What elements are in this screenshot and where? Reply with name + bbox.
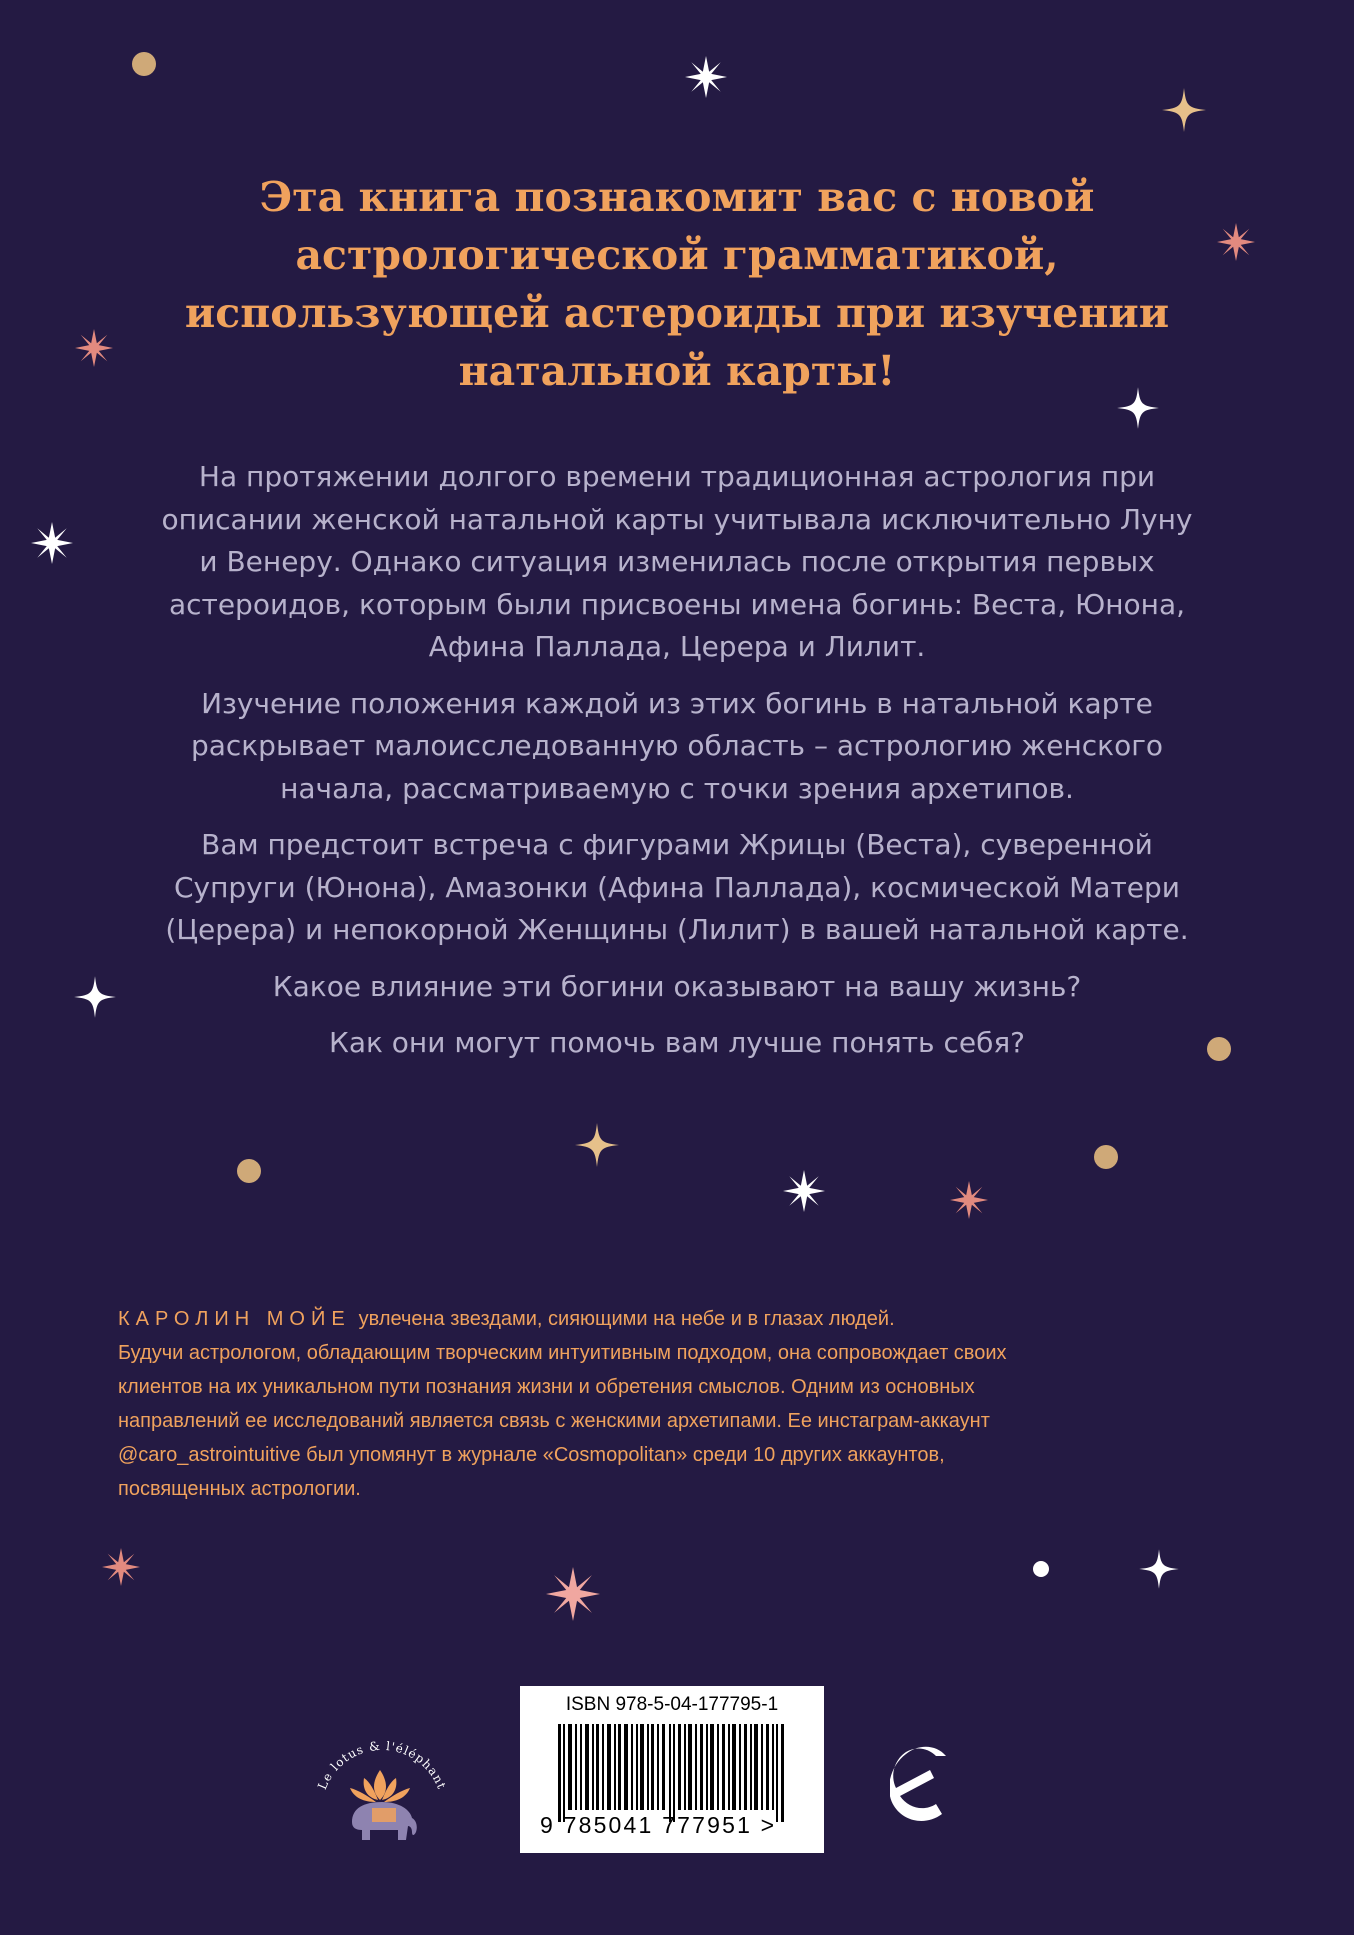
lotus-elephant-icon	[350, 1770, 417, 1840]
text-line: (Церера) и непокорной Женщины (Лилит) в вашей натальной карте.	[165, 913, 1189, 946]
text-line: раскрывает малоисследованную область – астрологию женского	[190, 729, 1164, 762]
description	[120, 456, 1234, 1079]
author-bio	[118, 1302, 1248, 1506]
isbn-label: ISBN 978-5-04-177795-1	[565, 1694, 779, 1715]
sparkle-star	[950, 1181, 988, 1219]
text-line: описании женской натальной карты учитывала исключительно Луну	[161, 502, 1193, 536]
sparkle-star	[575, 1123, 619, 1167]
text-line: астероидов, которым были присвоены имена богинь: Веста, Юнона,	[168, 587, 1186, 621]
text-line: клиентов на их уникальном пути познания жизни и обретения смыслов. Одним из основных	[118, 1376, 975, 1398]
star-dot	[1033, 1561, 1049, 1577]
headline	[100, 168, 1254, 400]
sparkle-star	[685, 56, 727, 98]
author-first-line	[118, 1302, 1248, 1336]
barcode-block	[520, 1686, 824, 1853]
text-line: Афина Паллада, Церера и Лилит.	[428, 630, 926, 663]
star-dot	[132, 52, 156, 76]
text-line: @caro_astrointuitive был упомянут в журнале «Cosmopolitan» среди 10 других аккаунтов,	[118, 1444, 945, 1466]
sparkle-star	[1139, 1549, 1179, 1589]
description-paragraph	[120, 456, 1234, 669]
sparkle-star	[783, 1170, 825, 1212]
sparkle-star	[31, 522, 73, 564]
eksmo-e-icon	[890, 1742, 954, 1824]
text-line: Какое влияние эти богини оказывают на вашу жизнь?	[272, 969, 1082, 1003]
description-paragraph	[120, 824, 1234, 952]
headline-line: использующей астероиды при изучении	[184, 289, 1170, 337]
sparkle-star	[1162, 88, 1206, 132]
publisher-arc-text: Le lotus & l'éléphant	[315, 1738, 450, 1792]
sparkle-star	[74, 976, 116, 1018]
text-line: посвященных астрологии.	[118, 1478, 361, 1500]
barcode-digits: 9 785041 777951 >	[540, 1812, 777, 1838]
text-line: Как они могут помочь вам лучше понять себя?	[328, 1026, 1026, 1059]
headline-line: натальной карты!	[458, 347, 896, 395]
text-line: Изучение положения каждой из этих богинь в натальной карте	[201, 686, 1153, 720]
text-line: На протяжении долгого времени традиционная астрология при	[198, 460, 1156, 493]
text-line: и Венеру. Однако ситуация изменилась после открытия первых	[199, 545, 1155, 578]
text-line: направлений ее исследований является связь с женскими архетипами. Ее инстаграм-аккаунт	[118, 1410, 990, 1432]
text-line: Будучи астрологом, обладающим творческим интуитивным подходом, она сопровождает своих	[118, 1342, 1007, 1364]
description-paragraph	[120, 966, 1234, 1009]
sparkle-star	[546, 1567, 600, 1621]
text-line: начала, рассматриваемую с точки зрения архетипов.	[280, 771, 1074, 805]
star-dot	[1094, 1145, 1118, 1169]
description-paragraph	[120, 683, 1234, 811]
text-line: Супруги (Юнона), Амазонки (Афина Паллада), космической Матери	[173, 870, 1180, 904]
publisher-logo	[300, 1710, 460, 1870]
text-line: Вам предстоит встреча с фигурами Жрицы (Веста), суверенной	[201, 828, 1153, 861]
headline-line: астрологической грамматикой,	[295, 231, 1059, 279]
description-paragraph	[120, 1022, 1234, 1065]
headline-line: Эта книга познакомит вас с новой	[259, 173, 1095, 221]
author-name: КАРОЛИН МОЙЕ	[118, 1308, 351, 1330]
star-dot	[237, 1159, 261, 1183]
text-line: увлечена звездами, сияющими на небе и в глазах людей.	[358, 1308, 895, 1330]
sparkle-star	[102, 1548, 140, 1586]
